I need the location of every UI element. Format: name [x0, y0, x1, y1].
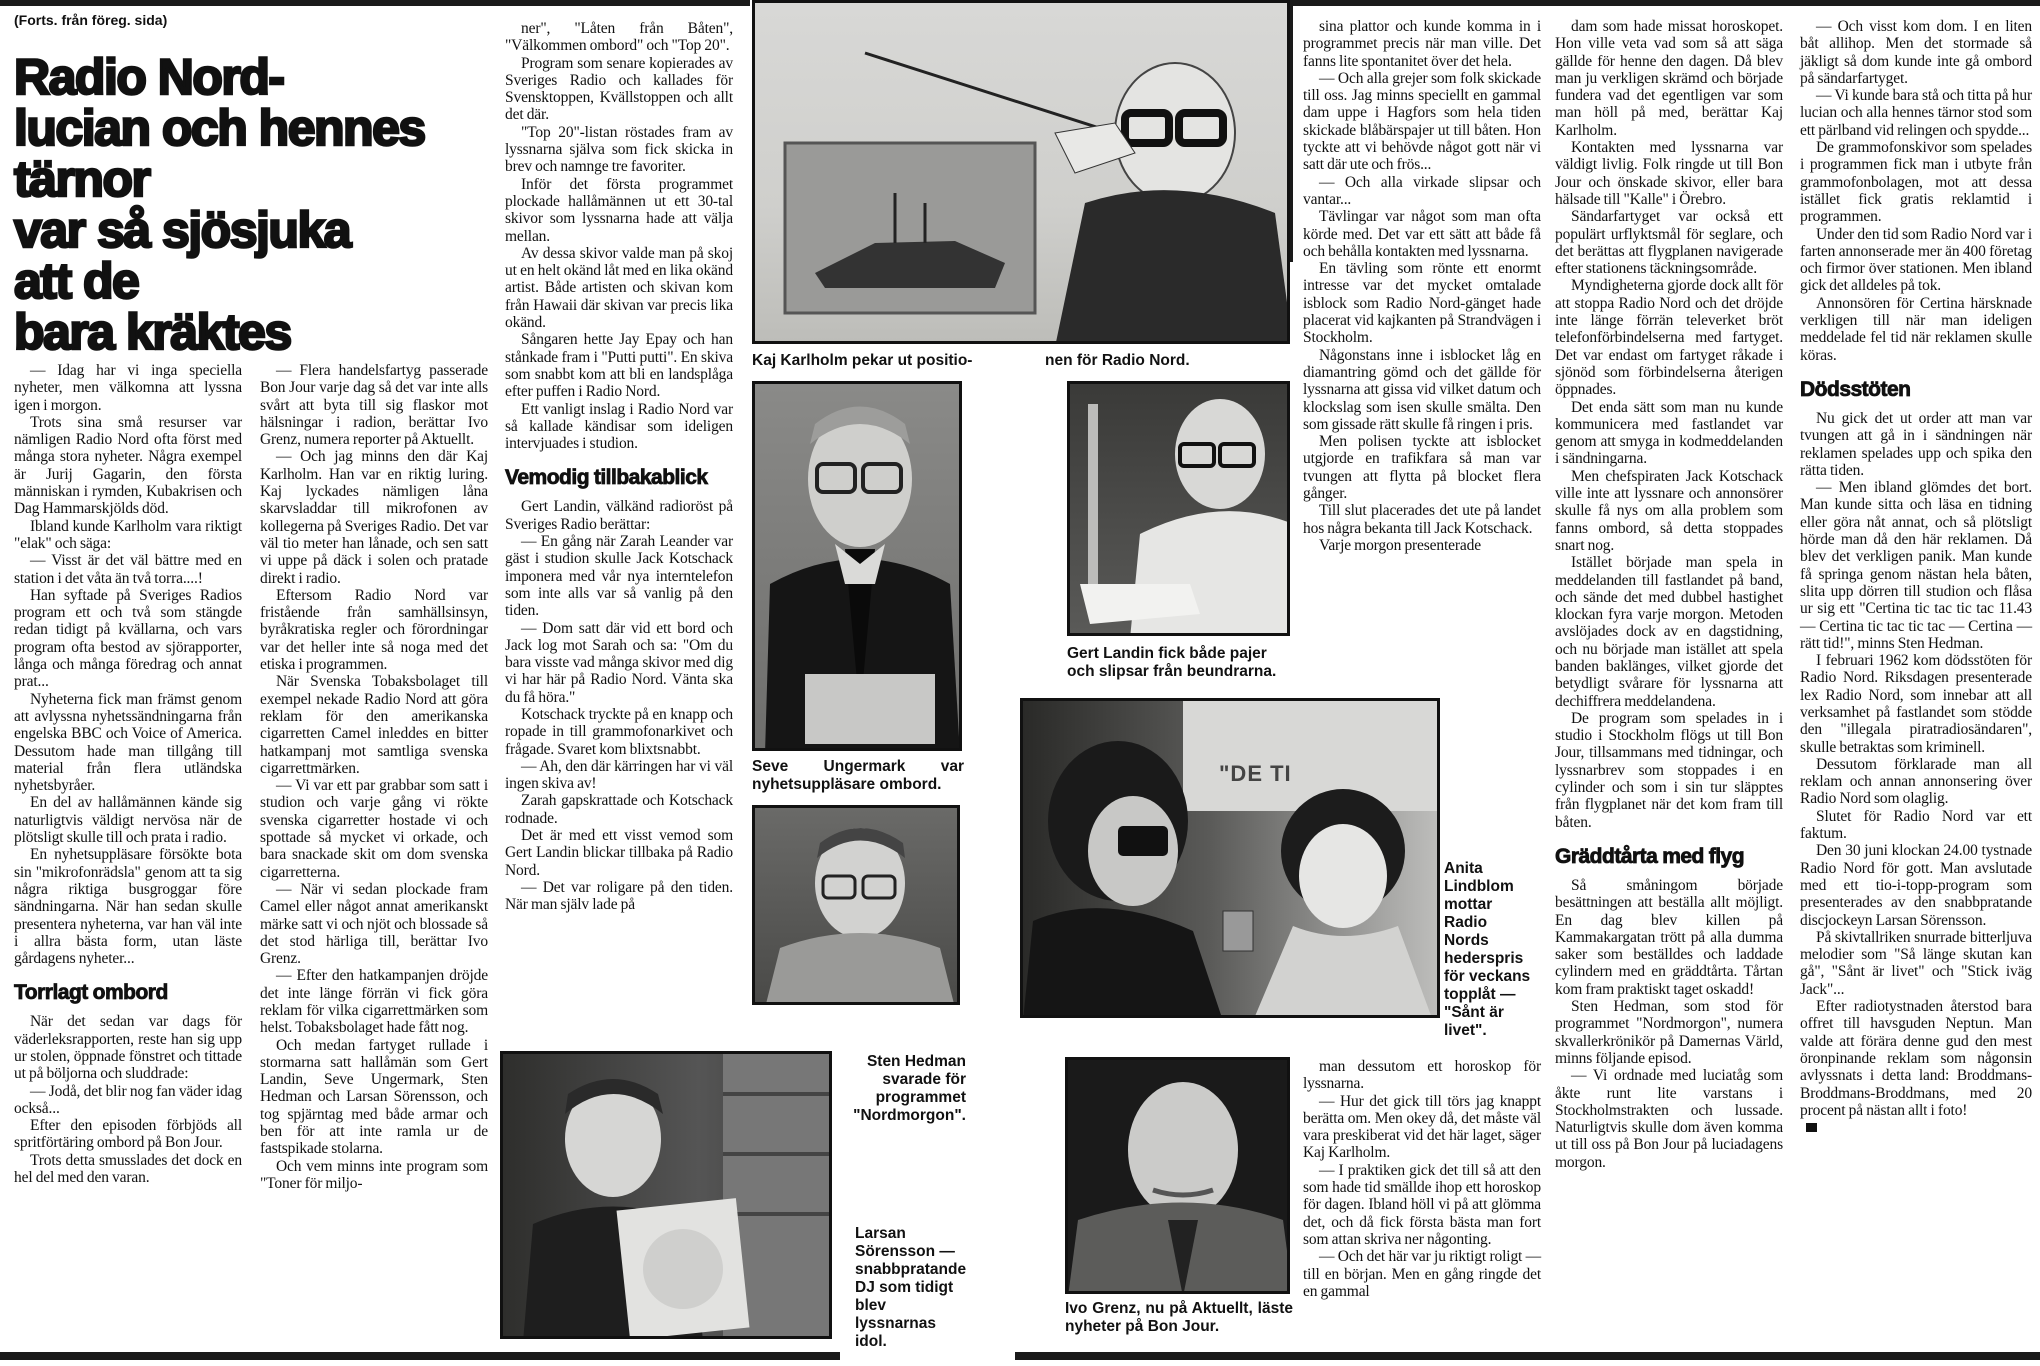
paragraph: — Efter den hatkampanjen dröjde det inte länge förrän vi fick göra reklam för vilka cigarrettmärken som helst. Tobaksbolaget hade fått nog.: [260, 967, 488, 1037]
paragraph: Efter den episoden förbjöds all spritförtäring ombord på Bon Jour.: [14, 1117, 242, 1152]
paragraph: — Och det här var ju riktigt roligt — till en början. Men en gång ringde det en gammal: [1303, 1248, 1541, 1300]
paragraph: Tävlingar var något som man ofta körde med. Det var ett sätt att både få och behålla kontakten med lyssnarna.: [1303, 208, 1541, 260]
paragraph: Av dessa skivor valde man på skoj ut en helt okänd låt med en lika okänd artist. Både artisten och skivan kom från Hawaii där skivan var precis lika okänd.: [505, 244, 733, 332]
subheading: Vemodig tillbakablick: [505, 466, 708, 490]
headline-line: tärnor: [14, 151, 150, 207]
paragraph: — I praktiken gick det till så att den som hade tid smällde ihop ett horoskop för dagen. Ibland höll vi på att glömma det, och då fick första bästa man fort som attan skriva ner någonting.: [1303, 1161, 1541, 1248]
paragraph: Och medan fartyget rullade i stormarna satt hallåmän som Gert Landin, Seve Ungermark, Sten Hedman och Larsan Sörensson, och tog spjärntag med både armar och ben för att inte ramla ur de fastspikade stolarna.: [260, 1036, 488, 1158]
paragraph: Kontakten med lyssnarna var väldigt livlig. Folk ringde ut till Bon Jour och önskade skivor, eller bara hälsade till "Kalle" i Örebro.: [1555, 139, 1783, 208]
top-rule: [490, 0, 750, 6]
subheading: Gräddtårta med flyg: [1555, 844, 1745, 868]
article-column-6: [1800, 18, 2032, 1136]
paragraph: — En gång när Zarah Leander var gäst i studion skulle Jack Kotschack imponera med vår nya interntelefon som inte alls var så vanlig på den tiden.: [505, 533, 733, 620]
paragraph: På skivtallriken snurrade bitterljuva melodier som "Så länge skutan kan gå", "Sånt är livet" och "Stick iväg Jack"...: [1800, 928, 2032, 998]
article-column-3: [505, 20, 733, 914]
headline-line: bara kräktes: [14, 304, 291, 360]
paragraph: Annonsören för Certina härsknade verkligen till när man ideligen meddelade fel tid när reklamen skulle köras.: [1800, 294, 2032, 364]
end-of-article-mark: [1806, 1123, 1817, 1132]
paragraph: dam som hade missat horoskopet. Hon ville veta vad som så att säga gällde för henne den dagen. Då blev man ju verkligen skrämd och började fundera vad det egentligen var som man höll på med, berättar Kaj Karlholm.: [1555, 18, 1783, 139]
headline-line: var så sjösjuka: [14, 202, 351, 258]
paragraph: Nu gick det ut order att man var tvungen att gå in i sändningen när reklamen spelades upp och spika den rätta tiden.: [1800, 409, 2032, 479]
photo-illustration: [755, 3, 1290, 344]
paragraph: Istället började man spela in meddelanden till fastlandet på band, och sände det med dubbel hastighet klockan fyra varje morgon. Metoden avslöjades dock av en dagstidning, och nu började man istället att spela banden baklänges, vilket gjorde det betydligt svårare för lyssnarna att dechiffrera meddelandena.: [1555, 554, 1783, 710]
paragraph: Gert Landin, välkänd radioröst på Sveriges Radio berättar:: [505, 498, 733, 533]
paragraph: — Och alla virkade slipsar och vantar...: [1303, 173, 1541, 208]
paragraph: De grammofonskivor som spelades i programmen fick man i utbyte från grammofonbolagen, mot att dessa istället fick gratis reklamtid i programmen.: [1800, 139, 2032, 226]
paragraph: — Vi var ett par grabbar som satt i studion och varje gång vi rökte svenska cigarretter hostade vi och spottade så mycket vi orkade, och bara snackade skit om dom svenska cigarretterna.: [260, 777, 488, 881]
paragraph: "Top 20"-listan röstades fram av lyssnarna själva som fick skicka in brev och namnge tre favoriter.: [505, 123, 733, 176]
paragraph: — Och alla grejer som folk skickade till oss. Jag minns speciellt en gammal dam uppe i Hagfors som hela tiden skickade blåbärspajer ut till båten. Hon tyckte att vi behövde något gott när vi satt där ute och frös...: [1303, 69, 1541, 174]
article-column-1: [14, 362, 242, 1186]
paragraph: Program som senare kopierades av Sveriges Radio och kallades för Svensktoppen, Kvällstoppen och allt det där.: [505, 54, 733, 124]
paragraph: Ett vanligt inslag i Radio Nord var så kallade kändisar som ideligen intervjuades i studion.: [505, 400, 733, 453]
article-column-4: [1303, 18, 1541, 554]
paragraph: man dessutom ett horoskop för lyssnarna.: [1303, 1058, 1541, 1093]
paragraph: Under den tid som Radio Nord var i farten annonserade mer än 400 företag och firmor över stationen. Men ibland gick det alldeles på tok.: [1800, 225, 2032, 295]
paragraph: — Flera handelsfartyg passerade Bon Jour varje dag så det var inte alls svårt att byta till sig flaskor mot hälsningar i radion, berättar Ivo Grenz, numera reporter på Aktuellt.: [260, 362, 488, 449]
paragraph: — Visst är det väl bättre med en station i det våta än två torra....!: [14, 552, 242, 587]
paragraph: Det enda sätt som man nu kunde kommunicera med fastlandet var genom att smyga in kodmeddelanden i sändningarna.: [1555, 398, 1783, 468]
subheading: Torrlagt ombord: [14, 981, 168, 1005]
paragraph: De program som spelades in i studio i Stockholm flögs ut till Bon Jour, tillsammans med tidningar, och lyssnarbrev som stoppades i en cylinder och som i sin tur släpptes från flygplanet när det kom fram till båten.: [1555, 709, 1783, 831]
paragraph: — Men ibland glömdes det bort. Man kunde sitta och läsa en tidning eller göra nåt annat, och så plötsligt hörde man då den här reklamen. Då blev det verkligen panik. Man kunde få springa genom nästan hela båten, slita upp dörren till studion och flåsa ur sig ett "Certina tic tac tic tac 11.43 — Certina tic tac tic tac — Certina — rätt tid!", minns Sten Hedman.: [1800, 479, 2032, 652]
paragraph: Till slut placerades det ute på landet hos några bekanta till Jack Kotschack.: [1303, 502, 1541, 537]
paragraph: Nyheterna fick man främst genom att avlyssna nyhetssändningarna från engelska BBC och Voice of America. Dessutom hade man tillgång till material från flera utländska nyhetsbyråer.: [14, 690, 242, 795]
continuation-kicker: (Forts. från föreg. sida): [14, 12, 168, 28]
paragraph: Kotschack tryckte på en knapp och ropade in till grammofonarkivet och frågade. Svaret kom blixtsnabbt.: [505, 705, 733, 758]
caption-lindblom: Anita Lindblom mottar Radio Nords hederspris för veckans topplåt — "Sånt är livet".: [1444, 860, 1531, 1039]
bottom-rule: [1015, 1352, 2040, 1360]
caption-grenz: Ivo Grenz, nu på Aktuellt, läste nyheter på Bon Jour.: [1065, 1300, 1293, 1335]
paragraph: Sändarfartyget var också ett populärt urflyktsmål för seglare, och det berättas att flygplanen navigerade efter stationens täckningsområde.: [1555, 208, 1783, 278]
paragraph: Trots detta smusslades det dock en hel del med den varan.: [14, 1151, 242, 1187]
paragraph: — Och jag minns den där Kaj Karlholm. Han var en riktig luring. Kaj lyckades nämligen låna skarvsladdar till mikrofonen av kollegerna på Sveriges Radio. Det var väl tio meter han lånade, och sen satt vi uppe på däck i solen och pratade direkt i radio.: [260, 448, 488, 587]
paragraph: När Svenska Tobaksbolaget till exempel nekade Radio Nord att göra reklam för den amerikanska cigarretten Camel inleddes en bitter hatkampanj mot samtliga svenska cigarrettmärken.: [260, 673, 488, 777]
paragraph: ner", "Låten från Båten", "Välkommen ombord" och "Top 20".: [505, 20, 733, 55]
photo-anita-lindblom: [1020, 698, 1440, 1018]
paragraph: — Hur det gick till törs jag knappt berätta om. Men okey då, det måste väl vara preskiberat vid det här laget, säger Kaj Karlholm.: [1303, 1092, 1541, 1162]
paragraph: När det sedan var dags för väderleksrapporten, reste han sig upp ur stolen, öppnade fönstret och tittade ut på böljorna och sluddrade:: [14, 1013, 242, 1083]
article-column-5: [1555, 18, 1783, 1171]
caption-landin: Gert Landin fick både pajer och slipsar från beundrarna.: [1067, 645, 1277, 680]
paragraph: sina plattor och kunde komma in i programmet precis när man ville. Det fanns lite spontanitet över det hela.: [1303, 18, 1541, 70]
headline-line: Radio Nord-: [14, 49, 284, 105]
photo-illustration: [1068, 1060, 1290, 1294]
paragraph: — Och visst kom dom. I en liten båt allihop. Men det stormade så jäkligt så dom kunde inte gå ombord på sändarfartyget.: [1800, 18, 2032, 87]
paragraph: En del av hallåmännen kände sig naturligtvis väldigt nervösa när de plötsligt skulle till och prata i radio.: [14, 794, 242, 847]
paragraph: Efter radiotystnaden återstod bara offret till havsguden Neptun. Man valde att förära denne gud den mest öronpinande reklam som någonsin avlyssnats i detta land: Broddmans-Broddmans-Broddmans, med 20 procent på nästan allt i foto!: [1800, 998, 2032, 1119]
headline: [14, 49, 494, 360]
paragraph: Men polisen tyckte att isblocket utgjorde en trafikfara så man var tvungen att flytta på blocket flera gånger.: [1303, 433, 1541, 503]
paragraph: Ibland kunde Karlholm vara riktigt "elak" och säga:: [14, 517, 242, 552]
headline-line: att de: [14, 253, 139, 309]
caption-ungermark: Seve Ungermark var nyhetsuppläsare ombord.: [752, 758, 964, 793]
paragraph: Sångaren hette Jay Epay och han stånkade fram i "Putti putti". En skiva som snabbt kom att bli en landsplåga efter puffen i Radio Nord.: [505, 331, 733, 401]
bottom-rule: [0, 1352, 840, 1360]
photo-sign-text: "DE TI: [1219, 761, 1292, 786]
photo-seve-ungermark: [752, 381, 962, 751]
article-column-4-continued: [1303, 1058, 1541, 1300]
paragraph: — Vi kunde bara stå och titta på hur lucian och alla hennes tärnor stod som ett pärlband vid relingen och spydde...: [1800, 87, 2032, 139]
paragraph: En tävling som rönte ett enormt intresse var det mycket omtalade isblock som Radio Nord-gänget hade placerat vid kajkanten på Strandvägen i Stockholm.: [1303, 260, 1541, 347]
paragraph: Slutet för Radio Nord var ett faktum.: [1800, 807, 2032, 843]
paragraph: Dessutom förklarade man all reklam och annan annonsering över Radio Nord som olaglig.: [1800, 755, 2032, 808]
caption-sorensson: Larsan Sörensson — snabbpratande DJ som tidigt blev lyssnarnas idol.: [855, 1225, 967, 1350]
paragraph: Zarah gapskrattade och Kotschack rodnade.: [505, 792, 733, 827]
paragraph: Varje morgon presenterade: [1319, 536, 1481, 554]
paragraph: — Dom satt där vid ett bord och Jack log mot Sarah och sa: "Om du bara visste vad många skivor med dig vi har här på Radio Nord. Vänta ska du få höra.": [505, 619, 733, 706]
caption-karlholm-2: nen för Radio Nord.: [1045, 352, 1190, 369]
photo-illustration: [503, 1054, 832, 1339]
paragraph: Någonstans inne i isblocket låg en diamantring gömd och det gällde för lyssnarna att gissa vid vilket datum och klockslag som isen skulle smälta. Den som gissade rätt skulle få ringen i pris.: [1303, 346, 1541, 433]
paragraph: — Vi ordnade med luciatåg som åkte runt lite varstans i Stockholmstrakten och lussade. Naturligtvis skulle dom även komma ut till oss på Bon Jour på luciadagens morgon.: [1555, 1067, 1783, 1171]
headline-line: lucian och hennes: [14, 100, 425, 156]
paragraph: Det är med ett visst vemod som Gert Landin blickar tillbaka på Radio Nord.: [505, 827, 733, 879]
photo-illustration: [755, 384, 962, 751]
photo-illustration: [755, 808, 960, 1005]
caption-hedman: Sten Hedman svarade för programmet "Nordmorgon".: [853, 1053, 966, 1124]
photo-sten-hedman: [752, 805, 960, 1005]
photo-ivo-grenz: [1065, 1057, 1290, 1294]
paragraph: — När vi sedan plockade fram Camel eller något annat amerikanskt märke satt vi och njöt och blossade så det stod härliga till, berättar Ivo Grenz.: [260, 880, 488, 968]
paragraph: — Det var roligare på den tiden. När man själv lade på: [505, 878, 733, 914]
paragraph: Myndigheterna gjorde dock allt för att stoppa Radio Nord och det dröjde inte länge förrän televerket bröt telefonförbindelserna med fartyget. Det var endast om fartyget råkade i sjönöd som förbindelserna återigen öppnades.: [1555, 277, 1783, 399]
paragraph: Inför det första programmet plockade hallåmännen ut ett 30-tal skivor som lyssnarna hade att välja mellan.: [505, 175, 733, 245]
caption-karlholm-1: Kaj Karlholm pekar ut positio-: [752, 352, 973, 369]
paragraph: — Ah, den där kärringen har vi väl ingen skiva av!: [505, 757, 733, 793]
article-column-2: [260, 362, 488, 1192]
paragraph: Trots sina små resurser var nämligen Radio Nord ofta först med många stora nyheter. Några exempel är Jurij Gagarin, den första människan i rymden, Kubakrisen och Dag Hammarskjölds död.: [14, 413, 242, 518]
paragraph: I februari 1962 kom dödsstöten för Radio Nord. Riksdagen presenterade lex Radio Nord, som innebar att all verksamhet på fastlandet som stödde den "illegala piratradiosändaren", skulle betraktas som kriminell.: [1800, 652, 2032, 756]
paragraph: — Jodå, det blir nog fan väder idag också...: [14, 1082, 242, 1117]
paragraph: Men chefspiraten Jack Kotschack ville inte att lyssnare och annonsörer skulle få nys om alla problem som fanns ombord, så detta stoppades snart nog.: [1555, 467, 1783, 554]
column-rule: [1290, 0, 1293, 262]
subheading: Dödsstöten: [1800, 377, 1911, 401]
photo-gert-landin: [1067, 381, 1290, 636]
photo-illustration: [1070, 384, 1290, 636]
paragraph: En nyhetsuppläsare försökte bota sin "mikrofonrädsla" genom att ta sig några riktiga busgroggar före sändningarna. När han sedan skulle presentera nyheterna, var han väl inte i allra bästa form, utan läste gårdagens nyheter...: [14, 846, 242, 968]
paragraph: Den 30 juni klockan 24.00 tystnade Radio Nord för gott. Man avslutade med ett tio-i-topp-program som presenterades av den snabbpratande discjockeyn Larsan Sörensson.: [1800, 842, 2032, 929]
paragraph: Eftersom Radio Nord var fristående från samhällsinsyn, byråkratiska regler och förordningar var det heller inte så noga med det etiska i programmen.: [260, 586, 488, 674]
top-rule: [0, 0, 490, 6]
photo-illustration: [1023, 701, 1440, 1018]
paragraph: — Idag har vi inga speciella nyheter, men välkomna att lyssna igen i morgon.: [14, 362, 242, 414]
paragraph: Sten Hedman, som stod för programmet "Nordmorgon", numera skvallerkrönikör på Damernas Värld, minns följande episod.: [1555, 998, 1783, 1067]
photo-kaj-karlholm: [752, 0, 1290, 344]
paragraph: Han syftade på Sveriges Radios program ett och två som stängde redan tidigt på kvällarna, och vars program ofta bestod av sjörapporter, långa och många föredrag och annat prat...: [14, 586, 242, 691]
top-rule: [1290, 0, 2040, 6]
paragraph: Så småningom började besättningen att beställa allt möjligt. En dag blev killen på Kammakargatan trött på alla dumma saker som beställdes och laddade cylindern med en gräddtårta. Tårtan kom fram praktiskt taget oskadd!: [1555, 876, 1783, 998]
paragraph: Och vem minns inte program som "Toner för miljo-: [260, 1157, 488, 1192]
photo-larsan-sorensson: [500, 1051, 832, 1339]
